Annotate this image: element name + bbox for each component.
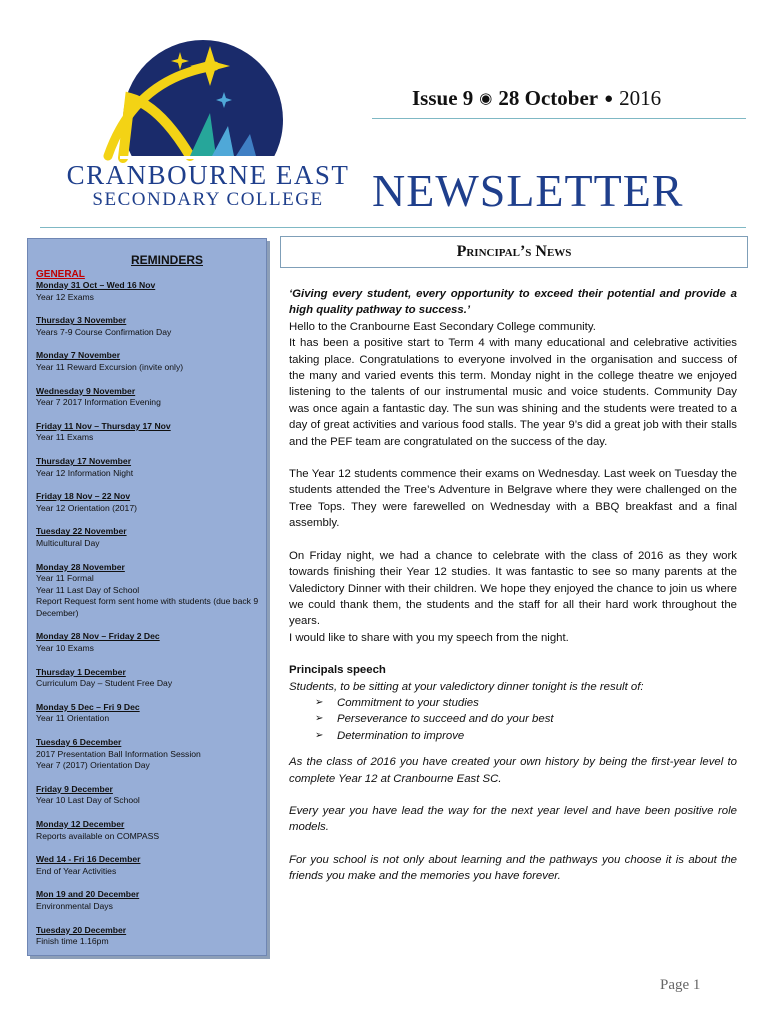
list-item <box>36 702 260 725</box>
article-paragraph: On Friday night, we had a chance to celebrate with the class of 2016 as they work towards finishing their Year 12 studies. It was fantastic to see so many parents at the Valedictory Dinner with their children. We hope they enjoyed the chance to join us where we could thank them, the students and the staff for all their hard work throughout the years. <box>289 549 737 628</box>
principal-news-title: Principal’s News <box>456 243 572 260</box>
list-item <box>36 631 260 654</box>
principal-news-header <box>280 236 748 268</box>
event-date: Thursday 17 November <box>36 455 132 466</box>
event-description: Year 10 Last Day of School <box>36 795 140 806</box>
article-paragraph: I would like to share with you my speech from the night. <box>289 631 569 644</box>
list-item <box>36 491 260 514</box>
issue-year: 2016 <box>619 86 662 110</box>
list-item: ➢ Determination to improve <box>315 728 737 744</box>
list-item <box>36 456 260 479</box>
reminders-heading: REMINDERS <box>130 253 203 267</box>
list-item <box>36 562 260 620</box>
article-paragraph: The Year 12 students commence their exams on Wednesday. Last week on Tuesday the students attended the Tree’s Adventure in Belgrave where they were challenged on the Tree Tops. They were farewelled on Wednesday with a BBQ breakfast and a final assembly. <box>289 468 737 530</box>
event-description: Year 11 Exams <box>36 432 94 443</box>
newsletter-title: NEWSLETTER <box>372 165 684 216</box>
event-date: Tuesday 20 December <box>36 924 127 935</box>
list-item <box>36 737 260 772</box>
event-description: Environmental Days <box>36 900 113 911</box>
college-name-line2: SECONDARY COLLEGE <box>92 189 324 210</box>
principal-article <box>289 286 737 885</box>
event-date: Friday 9 December <box>36 783 113 794</box>
event-description: Year 7 2017 Information Evening <box>36 397 161 408</box>
event-description: Year 12 Information Night <box>36 467 134 478</box>
header-rule <box>372 118 746 119</box>
bullet-icon: ● <box>604 91 614 107</box>
event-date: Wed 14 - Fri 16 December <box>36 854 141 865</box>
event-date: Monday 7 November <box>36 350 121 361</box>
event-date: Mon 19 and 20 December <box>36 889 140 900</box>
speech-heading: Principals speech <box>289 664 386 677</box>
bullet-icon: ◉ <box>479 91 493 107</box>
list-item <box>36 315 260 338</box>
event-description: Reports available on COMPASS <box>36 830 160 841</box>
event-description: Year 11 Formal Year 11 Last Day of School Report Request form sent home with students (due back 9 December) <box>36 573 259 618</box>
event-date: Monday 5 Dec – Fri 9 Dec <box>36 701 140 712</box>
event-description: Year 10 Exams <box>36 643 94 654</box>
event-date: Monday 31 Oct – Wed 16 Nov <box>36 280 156 290</box>
list-item <box>36 854 260 877</box>
event-description: Curriculum Day – Student Free Day <box>36 678 173 689</box>
article-paragraph: Every year you have lead the way for the next year level and have been positive role models. <box>289 804 737 834</box>
event-date: Tuesday 22 November <box>36 526 127 537</box>
event-description: Year 12 Exams <box>36 291 94 302</box>
list-item <box>36 386 260 409</box>
list-item <box>36 526 260 549</box>
event-description: 2017 Presentation Ball Information Session Year 7 (2017) Orientation Day <box>36 748 201 771</box>
event-description: Finish time 1.16pm <box>36 936 109 947</box>
event-description: Year 12 Orientation (2017) <box>36 502 137 513</box>
list-item <box>36 280 260 303</box>
issue-date: 28 October <box>498 86 599 110</box>
event-date: Monday 28 Nov – Friday 2 Dec <box>36 631 160 642</box>
issue-number: Issue 9 <box>412 86 474 110</box>
speech-bullets <box>289 695 737 744</box>
event-description: Years 7-9 Course Confirmation Day <box>36 326 172 337</box>
event-date: Thursday 3 November <box>36 315 127 326</box>
event-date: Wednesday 9 November <box>36 385 136 396</box>
college-name <box>48 160 368 211</box>
event-description: End of Year Activities <box>36 865 117 876</box>
event-date: Monday 12 December <box>36 819 125 829</box>
event-date: Friday 18 Nov – 22 Nov <box>36 491 131 502</box>
list-item <box>36 819 260 842</box>
list-item: ➢ Commitment to your studies <box>315 695 737 711</box>
list-item <box>36 925 260 948</box>
event-date: Friday 11 Nov – Thursday 17 Nov <box>36 420 171 431</box>
article-greeting: Hello to the Cranbourne East Secondary College community. <box>289 320 596 333</box>
event-date: Monday 28 November <box>36 561 125 572</box>
list-item <box>36 784 260 807</box>
list-item <box>36 421 260 444</box>
list-item <box>36 350 260 373</box>
reminders-category: GENERAL <box>36 269 85 280</box>
event-date: Tuesday 6 December <box>36 737 122 748</box>
article-quote: ‘Giving every student, every opportunity to exceed their potential and provide a high quality pathway to success.’ <box>289 288 737 317</box>
header-rule-bottom <box>40 227 746 228</box>
event-description: Multicultural Day <box>36 537 100 548</box>
article-paragraph: For you school is not only about learning and the pathways you choose it is about the friends you make and the memories you have forever. <box>289 853 737 883</box>
event-description: Year 11 Orientation <box>36 713 110 724</box>
reminders-sidebar <box>27 238 267 956</box>
event-date: Thursday 1 December <box>36 666 126 677</box>
list-item <box>36 667 260 690</box>
article-paragraph: As the class of 2016 you have created your own history by being the first-year level to complete Year 12 at Cranbourne East SC. <box>289 756 737 785</box>
college-name-line1: CRANBOURNE EAST <box>66 160 350 190</box>
issue-line <box>412 86 661 111</box>
article-paragraph: It has been a positive start to Term 4 with many educational and celebrative activities taking place. Congratulations to everyone involved in the organisation and success of the many and varied events this term. Monday night in the college theatre we enjoyed listening to the talents of our instrumental music and voice students. Community Day was once again a fantastic day. The sun was shining and the students were treated to a day of great activities and various food stalls. The year 9’s did a great job with their stalls and the PEF team are congratulated on the success of the day. <box>289 337 737 448</box>
speech-intro: Students, to be sitting at your valedictory dinner tonight is the result of: <box>289 680 644 693</box>
event-list <box>28 280 266 948</box>
list-item: ➢ Perseverance to succeed and do your best <box>315 711 737 727</box>
page-number: Page 1 <box>660 977 701 993</box>
list-item <box>36 889 260 912</box>
event-description: Year 11 Reward Excursion (invite only) <box>36 361 184 372</box>
